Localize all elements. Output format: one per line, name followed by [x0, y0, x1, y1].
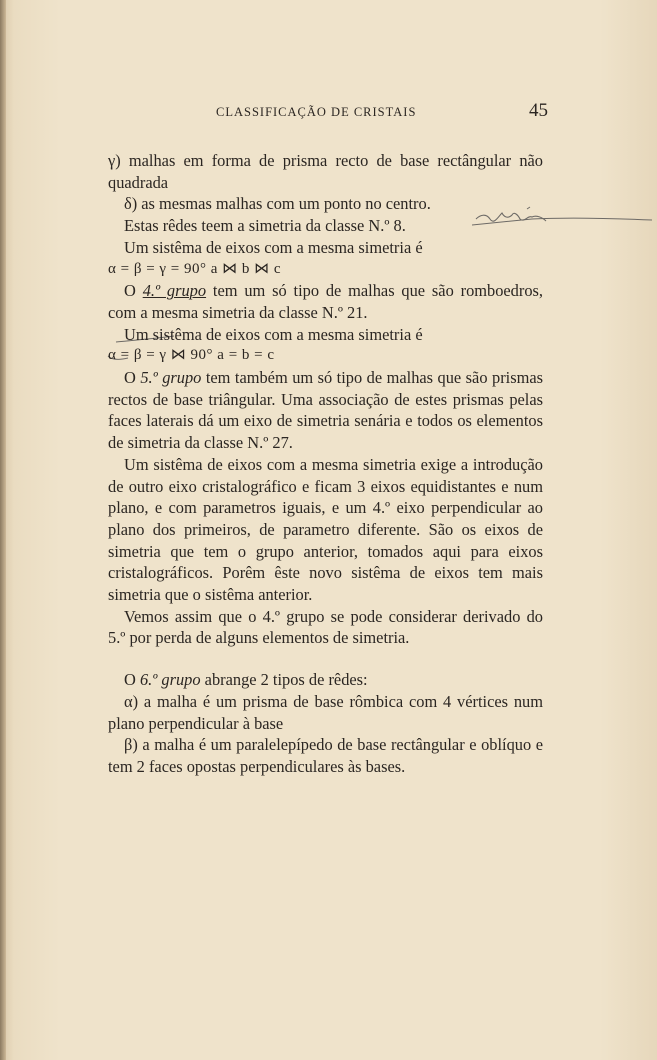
paragraph-axes-2: Um sistêma de eixos com a mesma simetria é — [124, 324, 423, 344]
group-4-text: tem um só tipo de malhas que são romboedros, com a mesma simetria da classe N.º 21. — [108, 281, 544, 322]
running-title: CLASSIFICAÇÃO DE CRISTAIS — [216, 105, 417, 119]
group-6-text: abrange 2 tipos de rêdes: — [200, 670, 368, 690]
equation-1: α = β = γ = 90° a ⋈ b ⋈ c — [108, 260, 282, 277]
paragraph-gamma: γ) malhas em forma de prisma recto de base rectângular não quadrada — [108, 151, 543, 192]
equation-2: α = β = γ ⋈ 90° a = b = c — [108, 347, 275, 364]
paragraph-delta: δ) as mesmas malhas com um ponto no centro. — [124, 194, 431, 214]
book-spine — [0, 0, 6, 1060]
paragraph-group-5 — [108, 367, 543, 454]
page-body — [108, 150, 543, 778]
group-6-label: 6.º grupo — [139, 670, 201, 690]
page-number: 45 — [529, 100, 548, 121]
group-4-label: 4.º grupo — [142, 281, 207, 301]
paragraph-axes-3: Um sistêma de eixos com a mesma simetria exige a introdução de outro eixo cristalográfico e ficam 3 eixos equidistantes e num plano, e com parametros iguais, e um 4.º eixo perpendicular ao plano dos primeiros, de parametro diferente. São os eixos de simetria que tem o grupo anterior, tomados aqui para eixos cristalográficos. Porêm êste novo sistêma de eixos tem mais simetria que o sistêma anterior. — [108, 454, 543, 605]
paragraph-group-4 — [108, 280, 543, 323]
page-header — [108, 100, 548, 122]
paragraph-group-6 — [108, 669, 543, 691]
group-5-lead: O — [124, 368, 141, 388]
paragraph-derivation: Vemos assim que o 4.º grupo se pode considerar derivado do 5.º por perda de alguns elementos de simetria. — [108, 606, 543, 648]
paragraph-alpha: α) a malha é um prisma de base rômbica com 4 vértices num plano perpendicular à base — [108, 691, 543, 733]
paragraph-beta: β) a malha é um paralelepípedo de base rectângular e oblíquo e tem 2 faces opostas perpendiculares às bases. — [108, 735, 543, 776]
group-5-label: 5.º grupo — [140, 368, 202, 388]
group-6-lead: O — [124, 670, 140, 690]
group-5-text: tem também um só tipo de malhas que são prismas rectos de base triângular. Uma associação de estes prismas pelas faces laterais dá um eixo de simetria senária e todos os elementos de simetria da classe N.º 27. — [108, 368, 543, 453]
paragraph-axes-1: Um sistêma de eixos com a mesma simetria é — [124, 237, 423, 257]
group-4-lead: O — [124, 281, 143, 301]
paragraph-gap — [108, 649, 543, 669]
paragraph-class-8: Estas rêdes teem a simetria da classe N.º 8. — [124, 216, 406, 236]
